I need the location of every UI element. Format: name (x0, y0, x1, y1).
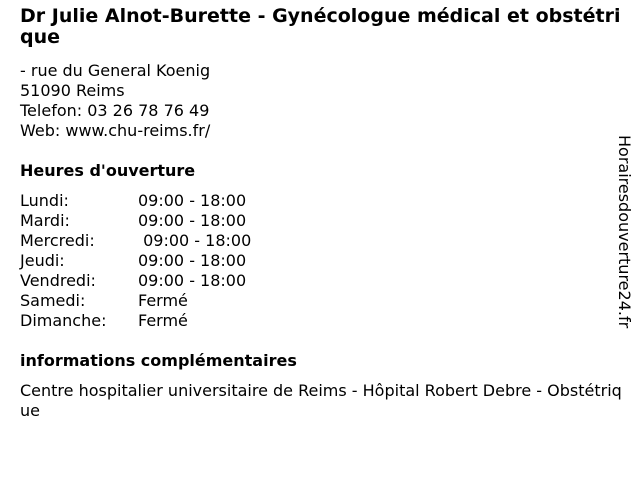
hours-time: 09:00 - 18:00 (138, 191, 247, 210)
hours-row (20, 231, 632, 251)
page-title: Dr Julie Alnot-Burette - Gynécologue médical et obstétrique (20, 5, 621, 48)
hours-row (20, 291, 632, 311)
hours-time: Fermé (138, 311, 188, 330)
hours-row (20, 191, 632, 211)
info-heading: informations complémentaires (20, 351, 297, 370)
hours-time: 09:00 - 18:00 (138, 211, 247, 230)
hours-time: Fermé (138, 291, 188, 310)
hours-heading: Heures d'ouverture (20, 161, 196, 180)
business-page (20, 6, 632, 421)
opening-hours-table (20, 191, 632, 331)
hours-day: Lundi: (20, 191, 69, 210)
hours-row (20, 311, 632, 331)
address-phone: Telefon: 03 26 78 76 49 (20, 101, 210, 120)
side-brand-watermark: Horairesdouverture24.fr (615, 135, 634, 329)
hours-time: 09:00 - 18:00 (138, 271, 247, 290)
hours-time: 09:00 - 18:00 (138, 251, 247, 270)
hours-row (20, 251, 632, 271)
hours-day: Jeudi: (20, 251, 65, 270)
hours-day: Mardi: (20, 211, 70, 230)
hours-day: Mercredi: (20, 231, 95, 250)
hours-time: 09:00 - 18:00 (138, 231, 252, 250)
address-street: - rue du General Koenig (20, 61, 211, 80)
hours-row (20, 271, 632, 291)
hours-day: Dimanche: (20, 311, 107, 330)
address-block (20, 61, 632, 141)
hours-row (20, 211, 632, 231)
address-city: 51090 Reims (20, 81, 125, 100)
hours-day: Vendredi: (20, 271, 96, 290)
hours-day: Samedi: (20, 291, 86, 310)
info-text: Centre hospitalier universitaire de Reims - Hôpital Robert Debre - Obstétrique (20, 381, 622, 420)
address-web: Web: www.chu-reims.fr/ (20, 121, 211, 140)
